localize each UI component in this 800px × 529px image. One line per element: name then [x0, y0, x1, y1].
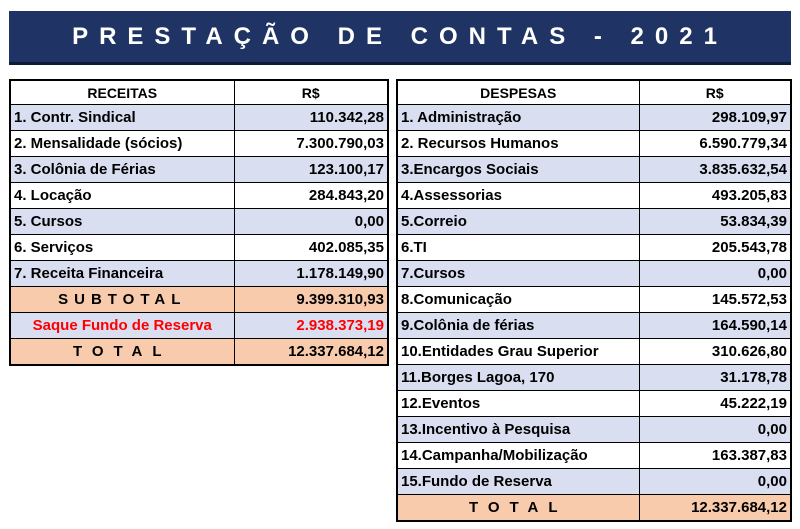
despesas-row-value: 31.178,78: [639, 365, 791, 391]
despesas-row-value: 205.543,78: [639, 235, 791, 261]
despesas-total-value: 12.337.684,12: [639, 495, 791, 522]
receitas-row-label: 2. Mensalidade (sócios): [10, 131, 234, 157]
despesas-row: [397, 443, 791, 469]
despesas-total-label: TOTAL: [397, 495, 639, 522]
receitas-row-value: 123.100,17: [234, 157, 388, 183]
despesas-row: [397, 391, 791, 417]
receitas-row-value: 284.843,20: [234, 183, 388, 209]
receitas-row-label: 6. Serviços: [10, 235, 234, 261]
despesas-row-value: 45.222,19: [639, 391, 791, 417]
despesas-row: [397, 313, 791, 339]
receitas-row: [10, 131, 388, 157]
despesas-row: [397, 183, 791, 209]
despesas-row-label: 8.Comunicação: [397, 287, 639, 313]
despesas-row: [397, 469, 791, 495]
despesas-row: [397, 365, 791, 391]
receitas-saque-value: 2.938.373,19: [234, 313, 388, 339]
despesas-row-label: 9.Colônia de férias: [397, 313, 639, 339]
despesas-row-label: 7.Cursos: [397, 261, 639, 287]
receitas-row-value: 1.178.149,90: [234, 261, 388, 287]
receitas-row-label: 4. Locação: [10, 183, 234, 209]
receitas-header-label: RECEITAS: [10, 80, 234, 105]
despesas-row-label: 15.Fundo de Reserva: [397, 469, 639, 495]
despesas-row-value: 0,00: [639, 261, 791, 287]
receitas-row-value: 110.342,28: [234, 105, 388, 131]
receitas-subtotal-row: [10, 287, 388, 313]
despesas-row-label: 13.Incentivo à Pesquisa: [397, 417, 639, 443]
page-title: PRESTAÇÃO DE CONTAS - 2021: [72, 22, 728, 50]
receitas-table: [9, 79, 389, 366]
despesas-row-value: 163.387,83: [639, 443, 791, 469]
receitas-saque-label: Saque Fundo de Reserva: [10, 313, 234, 339]
despesas-row-label: 3.Encargos Sociais: [397, 157, 639, 183]
despesas-row: [397, 261, 791, 287]
despesas-row-value: 298.109,97: [639, 105, 791, 131]
receitas-subtotal-value: 9.399.310,93: [234, 287, 388, 313]
receitas-row-value: 0,00: [234, 209, 388, 235]
despesas-row: [397, 287, 791, 313]
receitas-row: [10, 183, 388, 209]
despesas-row-value: 3.835.632,54: [639, 157, 791, 183]
receitas-total-value: 12.337.684,12: [234, 339, 388, 366]
despesas-row-value: 6.590.779,34: [639, 131, 791, 157]
despesas-row-label: 12.Eventos: [397, 391, 639, 417]
despesas-row: [397, 235, 791, 261]
despesas-table: [396, 79, 792, 522]
despesas-row: [397, 131, 791, 157]
receitas-row: [10, 235, 388, 261]
receitas-row-label: 1. Contr. Sindical: [10, 105, 234, 131]
despesas-row-value: 493.205,83: [639, 183, 791, 209]
despesas-header-currency: R$: [639, 80, 791, 105]
despesas-header-row: [397, 80, 791, 105]
despesas-row-label: 11.Borges Lagoa, 170: [397, 365, 639, 391]
despesas-row-label: 6.TI: [397, 235, 639, 261]
page-title-banner: [9, 11, 791, 62]
receitas-row-label: 5. Cursos: [10, 209, 234, 235]
despesas-row-label: 14.Campanha/Mobilização: [397, 443, 639, 469]
despesas-row-value: 164.590,14: [639, 313, 791, 339]
despesas-row-value: 0,00: [639, 469, 791, 495]
receitas-row: [10, 209, 388, 235]
despesas-row-value: 0,00: [639, 417, 791, 443]
receitas-row: [10, 157, 388, 183]
despesas-row-label: 5.Correio: [397, 209, 639, 235]
receitas-row: [10, 261, 388, 287]
receitas-row-value: 402.085,35: [234, 235, 388, 261]
despesas-row: [397, 417, 791, 443]
despesas-row: [397, 209, 791, 235]
receitas-row-label: 7. Receita Financeira: [10, 261, 234, 287]
despesas-row: [397, 339, 791, 365]
despesas-row: [397, 157, 791, 183]
despesas-row-label: 4.Assessorias: [397, 183, 639, 209]
receitas-total-row: [10, 339, 388, 366]
despesas-row-label: 1. Administração: [397, 105, 639, 131]
despesas-row-label: 2. Recursos Humanos: [397, 131, 639, 157]
despesas-row-label: 10.Entidades Grau Superior: [397, 339, 639, 365]
despesas-row-value: 145.572,53: [639, 287, 791, 313]
receitas-header-currency: R$: [234, 80, 388, 105]
despesas-total-row: [397, 495, 791, 522]
despesas-header-label: DESPESAS: [397, 80, 639, 105]
receitas-row-value: 7.300.790,03: [234, 131, 388, 157]
receitas-total-label: TOTAL: [10, 339, 234, 366]
receitas-row: [10, 105, 388, 131]
despesas-row: [397, 105, 791, 131]
receitas-subtotal-label: SUBTOTAL: [10, 287, 234, 313]
receitas-saque-row: [10, 313, 388, 339]
receitas-row-label: 3. Colônia de Férias: [10, 157, 234, 183]
receitas-header-row: [10, 80, 388, 105]
despesas-row-value: 53.834,39: [639, 209, 791, 235]
despesas-row-value: 310.626,80: [639, 339, 791, 365]
